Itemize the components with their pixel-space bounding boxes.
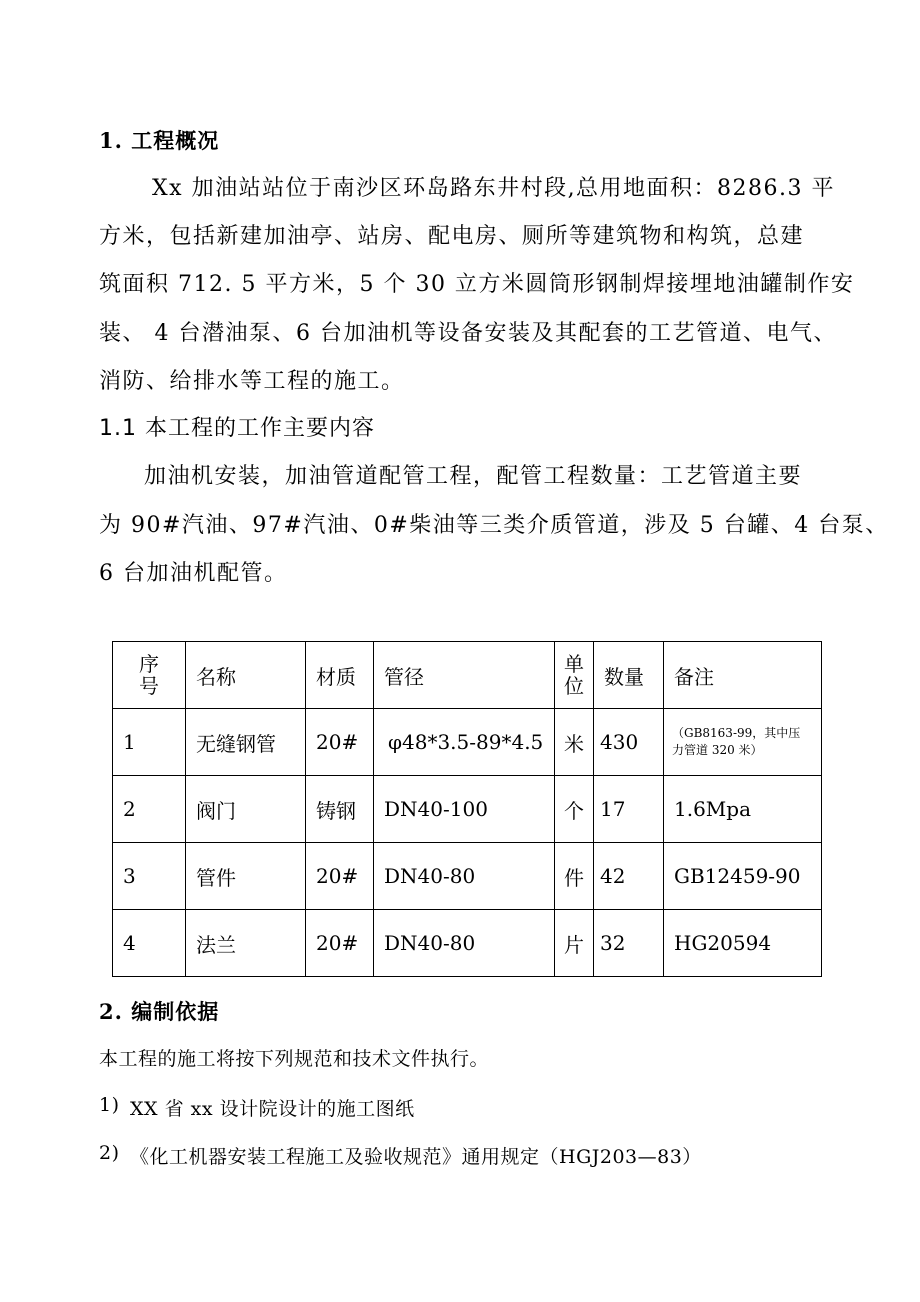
- cell-diameter: DN40-80: [374, 843, 555, 910]
- cell-material: 铸钢: [306, 776, 374, 843]
- table-header-row: [113, 642, 822, 709]
- cell-material: 20#: [306, 709, 374, 776]
- header-remark: 备注: [664, 642, 822, 709]
- cell-quantity: 32: [594, 910, 664, 977]
- header-unit: 单 位: [555, 642, 594, 709]
- cell-unit: 个: [555, 776, 594, 843]
- section-1-1-para-line: 加油机安装，加油管道配管工程，配管工程数量：工艺管道主要: [144, 464, 803, 489]
- section-1-para-line: 筑面积 712. 5 平方米，5 个 30 立方米圆筒形钢制焊接埋地油罐制作安: [99, 272, 855, 297]
- cell-unit: 件: [555, 843, 594, 910]
- cell-material: 20#: [306, 910, 374, 977]
- header-material: 材质: [306, 642, 374, 709]
- reference-item-text: XX 省 xx 设计院设计的施工图纸: [130, 1098, 415, 1120]
- cell-name: 阀门: [186, 776, 306, 843]
- cell-seq: 4: [113, 910, 186, 977]
- cell-name: 法兰: [186, 910, 306, 977]
- section-1-para-line: 消防、给排水等工程的施工。: [99, 369, 405, 394]
- section-1-para-line: Xx 加油站站位于南沙区环岛路东井村段,总用地面积：8286.3 平: [152, 176, 836, 201]
- section-2-intro: 本工程的施工将按下列规范和技术文件执行。: [99, 1048, 490, 1070]
- section-1-para-line: 装、 4 台潜油泵、6 台加油机等设备安装及其配套的工艺管道、电气、: [99, 321, 837, 346]
- cell-name: 管件: [186, 843, 306, 910]
- cell-remark: （GB8163-99，其中压 力管道 320 米）: [664, 709, 822, 776]
- section-1-1-heading: 1.1 本工程的工作主要内容: [99, 416, 375, 441]
- cell-quantity: 42: [594, 843, 664, 910]
- section-1-1-para-line: 6 台加油机配管。: [99, 561, 288, 586]
- header-diameter: 管径: [374, 642, 555, 709]
- section-1-heading: 1. 工程概况: [99, 128, 220, 153]
- cell-remark: GB12459-90: [664, 843, 822, 910]
- section-1-para-line: 方米，包括新建加油亭、站房、配电房、厕所等建筑物和构筑，总建: [99, 224, 805, 249]
- header-name: 名称: [186, 642, 306, 709]
- cell-seq: 3: [113, 843, 186, 910]
- reference-item-text: 《化工机器安装工程施工及验收规范》通用规定（HGJ203—83）: [130, 1146, 702, 1168]
- reference-item-number: 2): [99, 1142, 120, 1164]
- cell-diameter: DN40-100: [374, 776, 555, 843]
- header-seq: 序 号: [113, 642, 186, 709]
- table-row: [113, 843, 822, 910]
- section-2-heading: 2. 编制依据: [99, 999, 220, 1024]
- table-row: [113, 709, 822, 776]
- cell-unit: 米: [555, 709, 594, 776]
- table-row: [113, 776, 822, 843]
- section-1-1-para-line: 为 90#汽油、97#汽油、0#柴油等三类介质管道，涉及 5 台罐、4 台泵、: [99, 513, 889, 538]
- cell-remark: HG20594: [664, 910, 822, 977]
- cell-diameter: DN40-80: [374, 910, 555, 977]
- cell-diameter: φ48*3.5-89*4.5: [374, 709, 555, 776]
- cell-quantity: 430: [594, 709, 664, 776]
- header-quantity: 数量: [594, 642, 664, 709]
- cell-remark: 1.6Mpa: [664, 776, 822, 843]
- cell-quantity: 17: [594, 776, 664, 843]
- cell-name: 无缝钢管: [186, 709, 306, 776]
- cell-seq: 2: [113, 776, 186, 843]
- table-row: [113, 910, 822, 977]
- cell-seq: 1: [113, 709, 186, 776]
- materials-table: [112, 641, 822, 977]
- reference-item-number: 1): [99, 1094, 120, 1116]
- cell-material: 20#: [306, 843, 374, 910]
- cell-unit: 片: [555, 910, 594, 977]
